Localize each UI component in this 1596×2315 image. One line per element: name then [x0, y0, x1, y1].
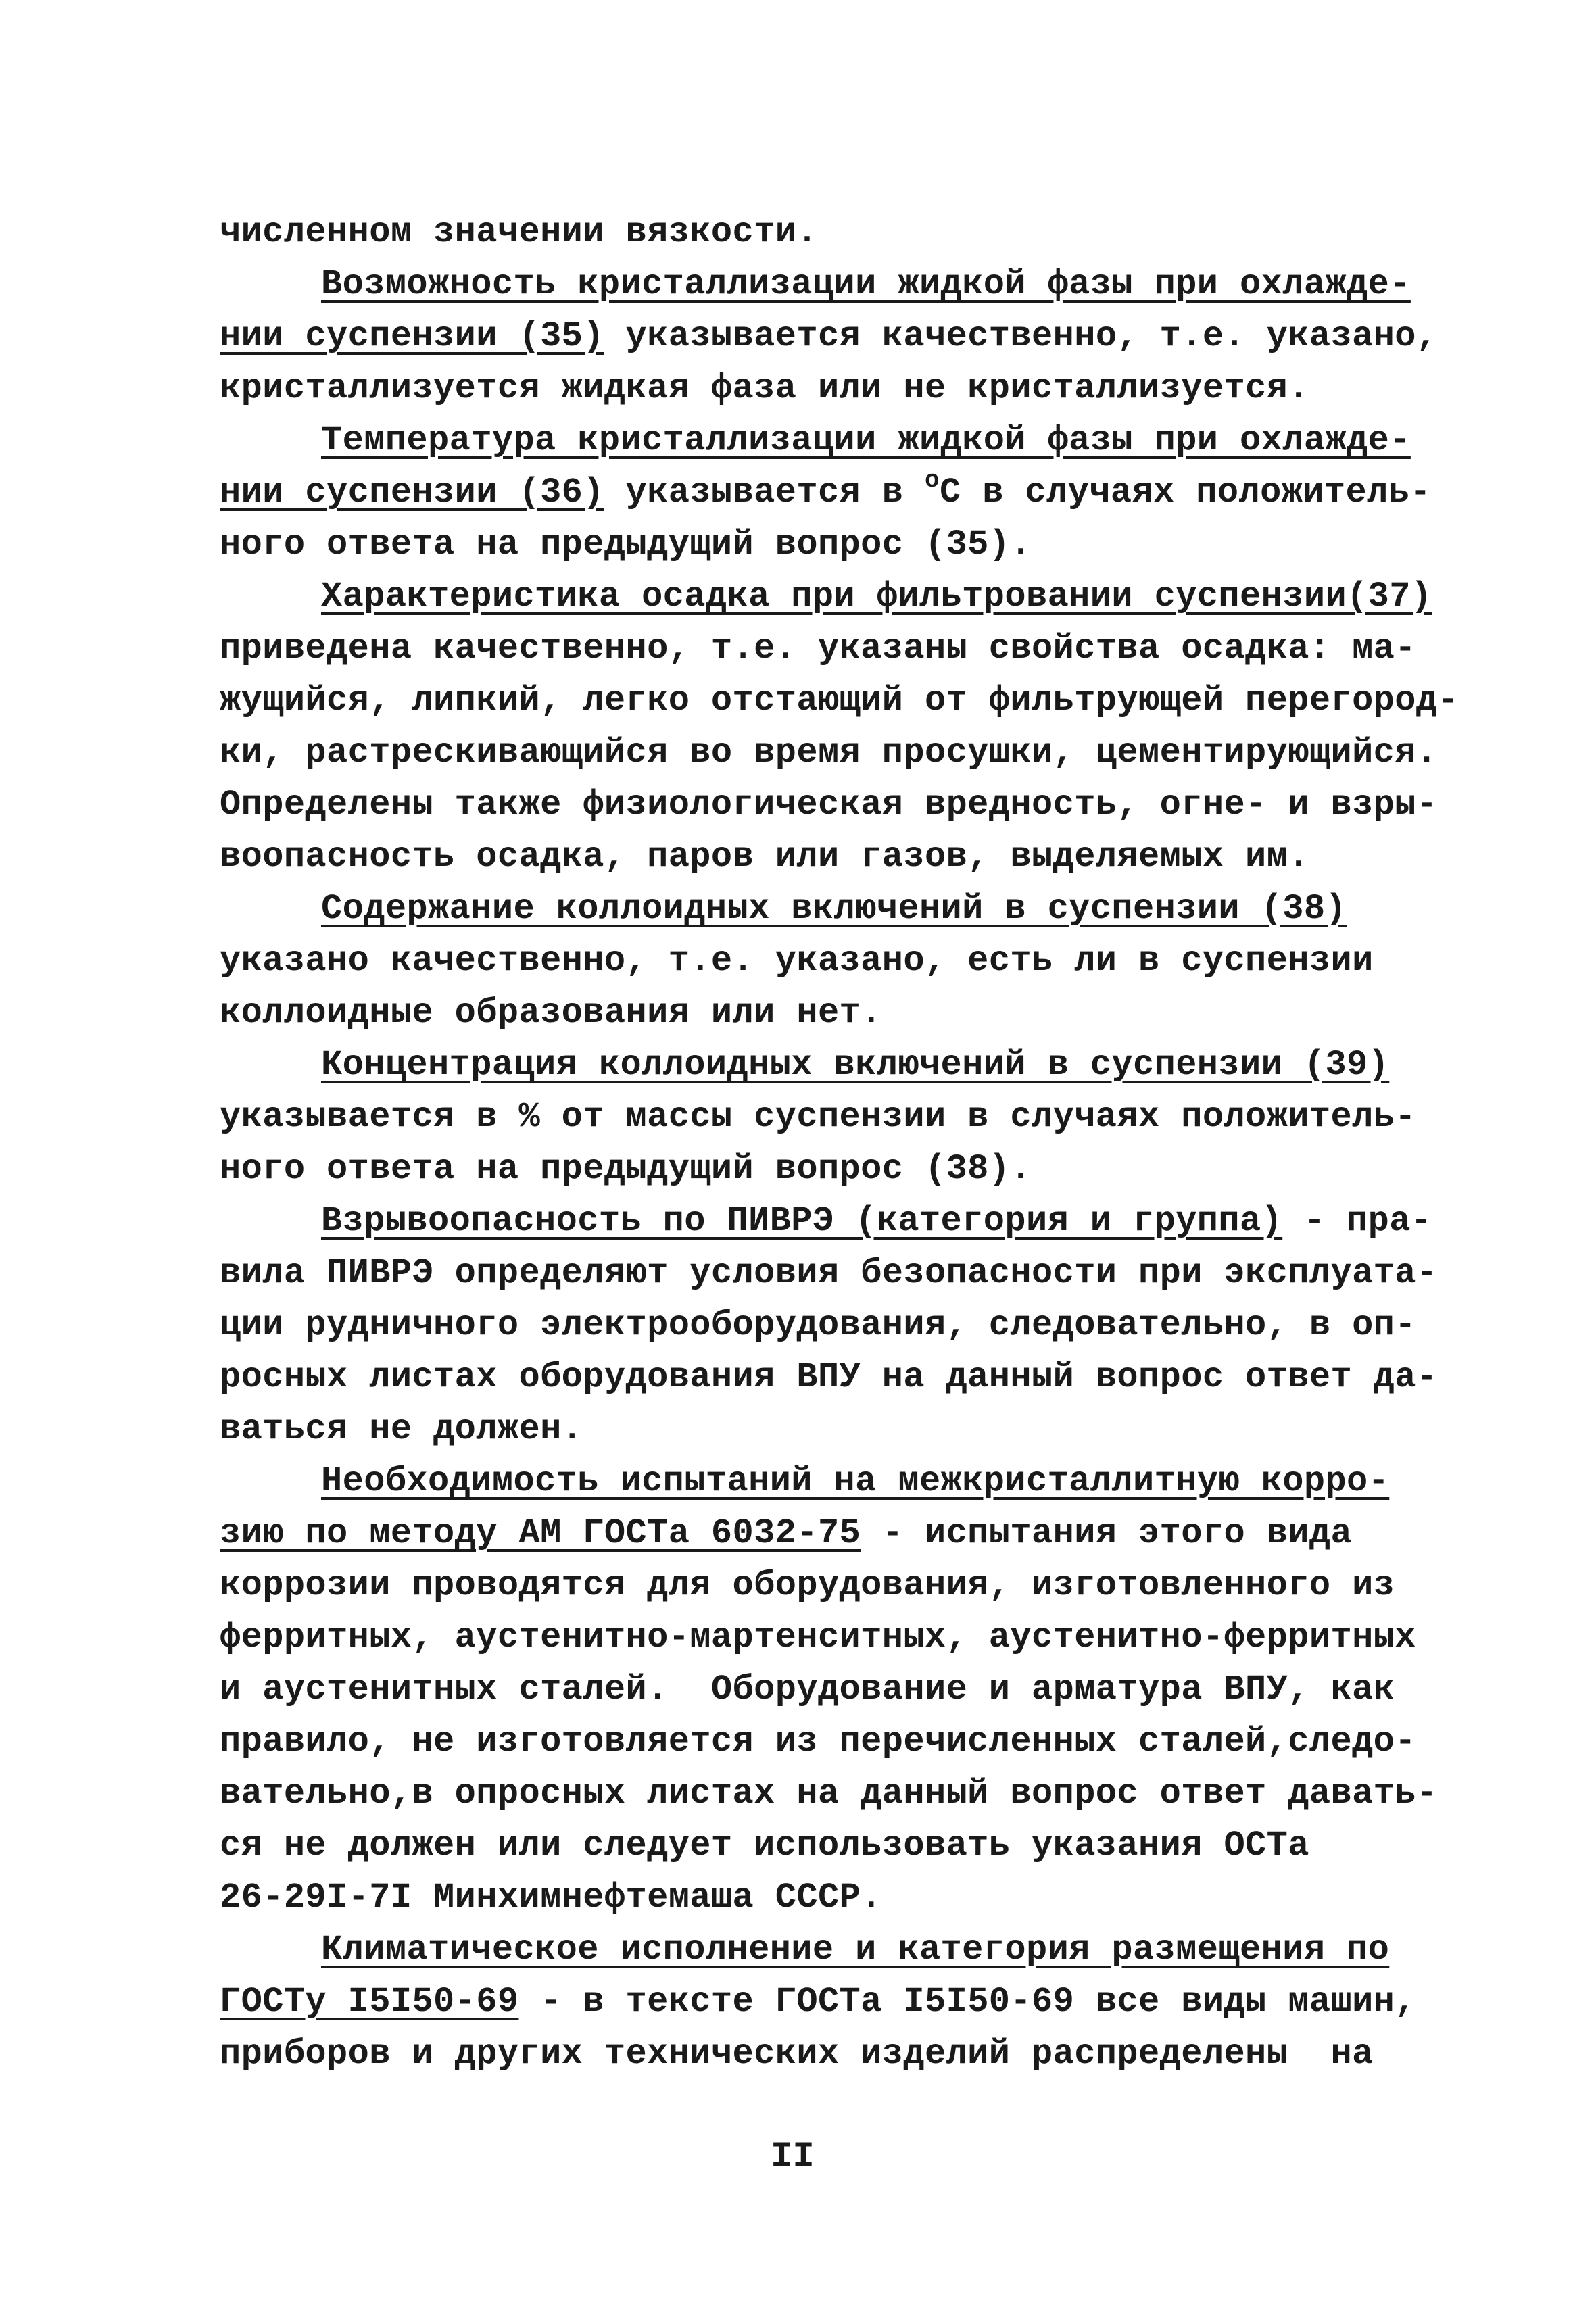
text-line: зию по методу АМ ГОСТа 6032-75 - испытания этого вида	[220, 1513, 1353, 1553]
section-heading: Содержание коллоидных включений в суспензии (38)	[321, 889, 1347, 929]
section-heading: нии суспензии (35)	[220, 316, 604, 356]
text-line: ся не должен или следует использовать указания ОСТа	[220, 1826, 1309, 1866]
text-line: ции рудничного электрооборудования, следовательно, в оп-	[220, 1305, 1416, 1345]
text-line: нии суспензии (35) указывается качественно, т.е. указано,	[220, 316, 1438, 356]
text-line	[321, 420, 1411, 460]
text-line: приведена качественно, т.е. указаны свойства осадка: ма-	[220, 629, 1416, 668]
section-heading: ГОСТу I5I50-69	[220, 1982, 519, 2022]
section-heading: Климатическое исполнение и категория размещения по	[321, 1930, 1390, 1970]
text-line	[321, 1461, 1390, 1501]
text-line: коррозии проводятся для оборудования, изготовленного из	[220, 1565, 1395, 1605]
text-line: ного ответа на предыдущий вопрос (38).	[220, 1149, 1032, 1189]
text-line: ки, растрескивающийся во время просушки, цементирующийся.	[220, 733, 1438, 773]
text-line: Определены также физиологическая вредность, огне- и взры-	[220, 785, 1438, 825]
text-line: ваться не должен.	[220, 1409, 583, 1449]
text-line: жущийся, липкий, легко отстающий от фильтрующей перегород-	[220, 681, 1459, 721]
text-line: указывается в % от массы суспензии в случаях положитель-	[220, 1097, 1416, 1137]
section-heading: Взрывоопасность по ПИВРЭ (категория и группа)	[321, 1201, 1283, 1241]
text-line: 26-29I-7I Минхимнефтемаша СССР.	[220, 1878, 882, 1918]
text-line: указано качественно, т.е. указано, есть ли в суспензии	[220, 941, 1374, 981]
section-heading: Возможность кристаллизации жидкой фазы при охлажде-	[321, 264, 1411, 304]
section-heading: нии суспензии (36)	[220, 472, 604, 512]
text-line: воопасность осадка, паров или газов, выделяемых им.	[220, 837, 1309, 877]
text-line	[321, 889, 1347, 929]
text-line	[321, 264, 1411, 304]
text-line: вательно,в опросных листах на данный вопрос ответ давать-	[220, 1774, 1438, 1813]
section-heading: зию по методу АМ ГОСТа 6032-75	[220, 1513, 861, 1553]
section-heading: Необходимость испытаний на межкристаллитную корро-	[321, 1461, 1390, 1501]
text-line	[321, 1932, 1389, 1968]
text-line: нии суспензии (36) указывается в $^о$С в случаях положитель-	[220, 466, 1431, 512]
text-line	[321, 1045, 1390, 1085]
text-line: ГОСТу I5I50-69 - в тексте ГОСТа I5I50-69 все виды машин,	[220, 1982, 1416, 2022]
text-line: ферритных, аустенитно-мартенситных, аустенитно-ферритных	[220, 1617, 1416, 1657]
text-line: ного ответа на предыдущий вопрос (35).	[220, 525, 1032, 564]
text-line: коллоидные образования или нет.	[220, 993, 882, 1033]
section-heading: Характеристика осадка при фильтровании суспензии(37)	[321, 577, 1432, 616]
section-heading: Температура кристаллизации жидкой фазы при охлажде-	[321, 420, 1411, 460]
text-line: Взрывоопасность по ПИВРЭ (категория и группа) - пра-	[321, 1201, 1432, 1241]
text-line: и аустенитных сталей. Оборудование и арматура ВПУ, как	[220, 1670, 1395, 1709]
text-line: кристаллизуется жидкая фаза или не кристаллизуется.	[220, 368, 1309, 408]
text-line	[321, 579, 1432, 614]
text-line: численном значении вязкости.	[220, 212, 818, 252]
text-line: вила ПИВРЭ определяют условия безопасности при эксплуата-	[220, 1253, 1438, 1293]
text-line: правило, не изготовляется из перечисленных сталей,следо-	[220, 1722, 1416, 1761]
degree-mark: о	[924, 466, 940, 494]
section-heading: Концентрация коллоидных включений в суспензии (39)	[321, 1045, 1390, 1085]
text-line: приборов и других технических изделий распределены на	[220, 2034, 1374, 2074]
text-line: росных листах оборудования ВПУ на данный вопрос ответ да-	[220, 1357, 1438, 1397]
page-number: II	[771, 2137, 815, 2178]
